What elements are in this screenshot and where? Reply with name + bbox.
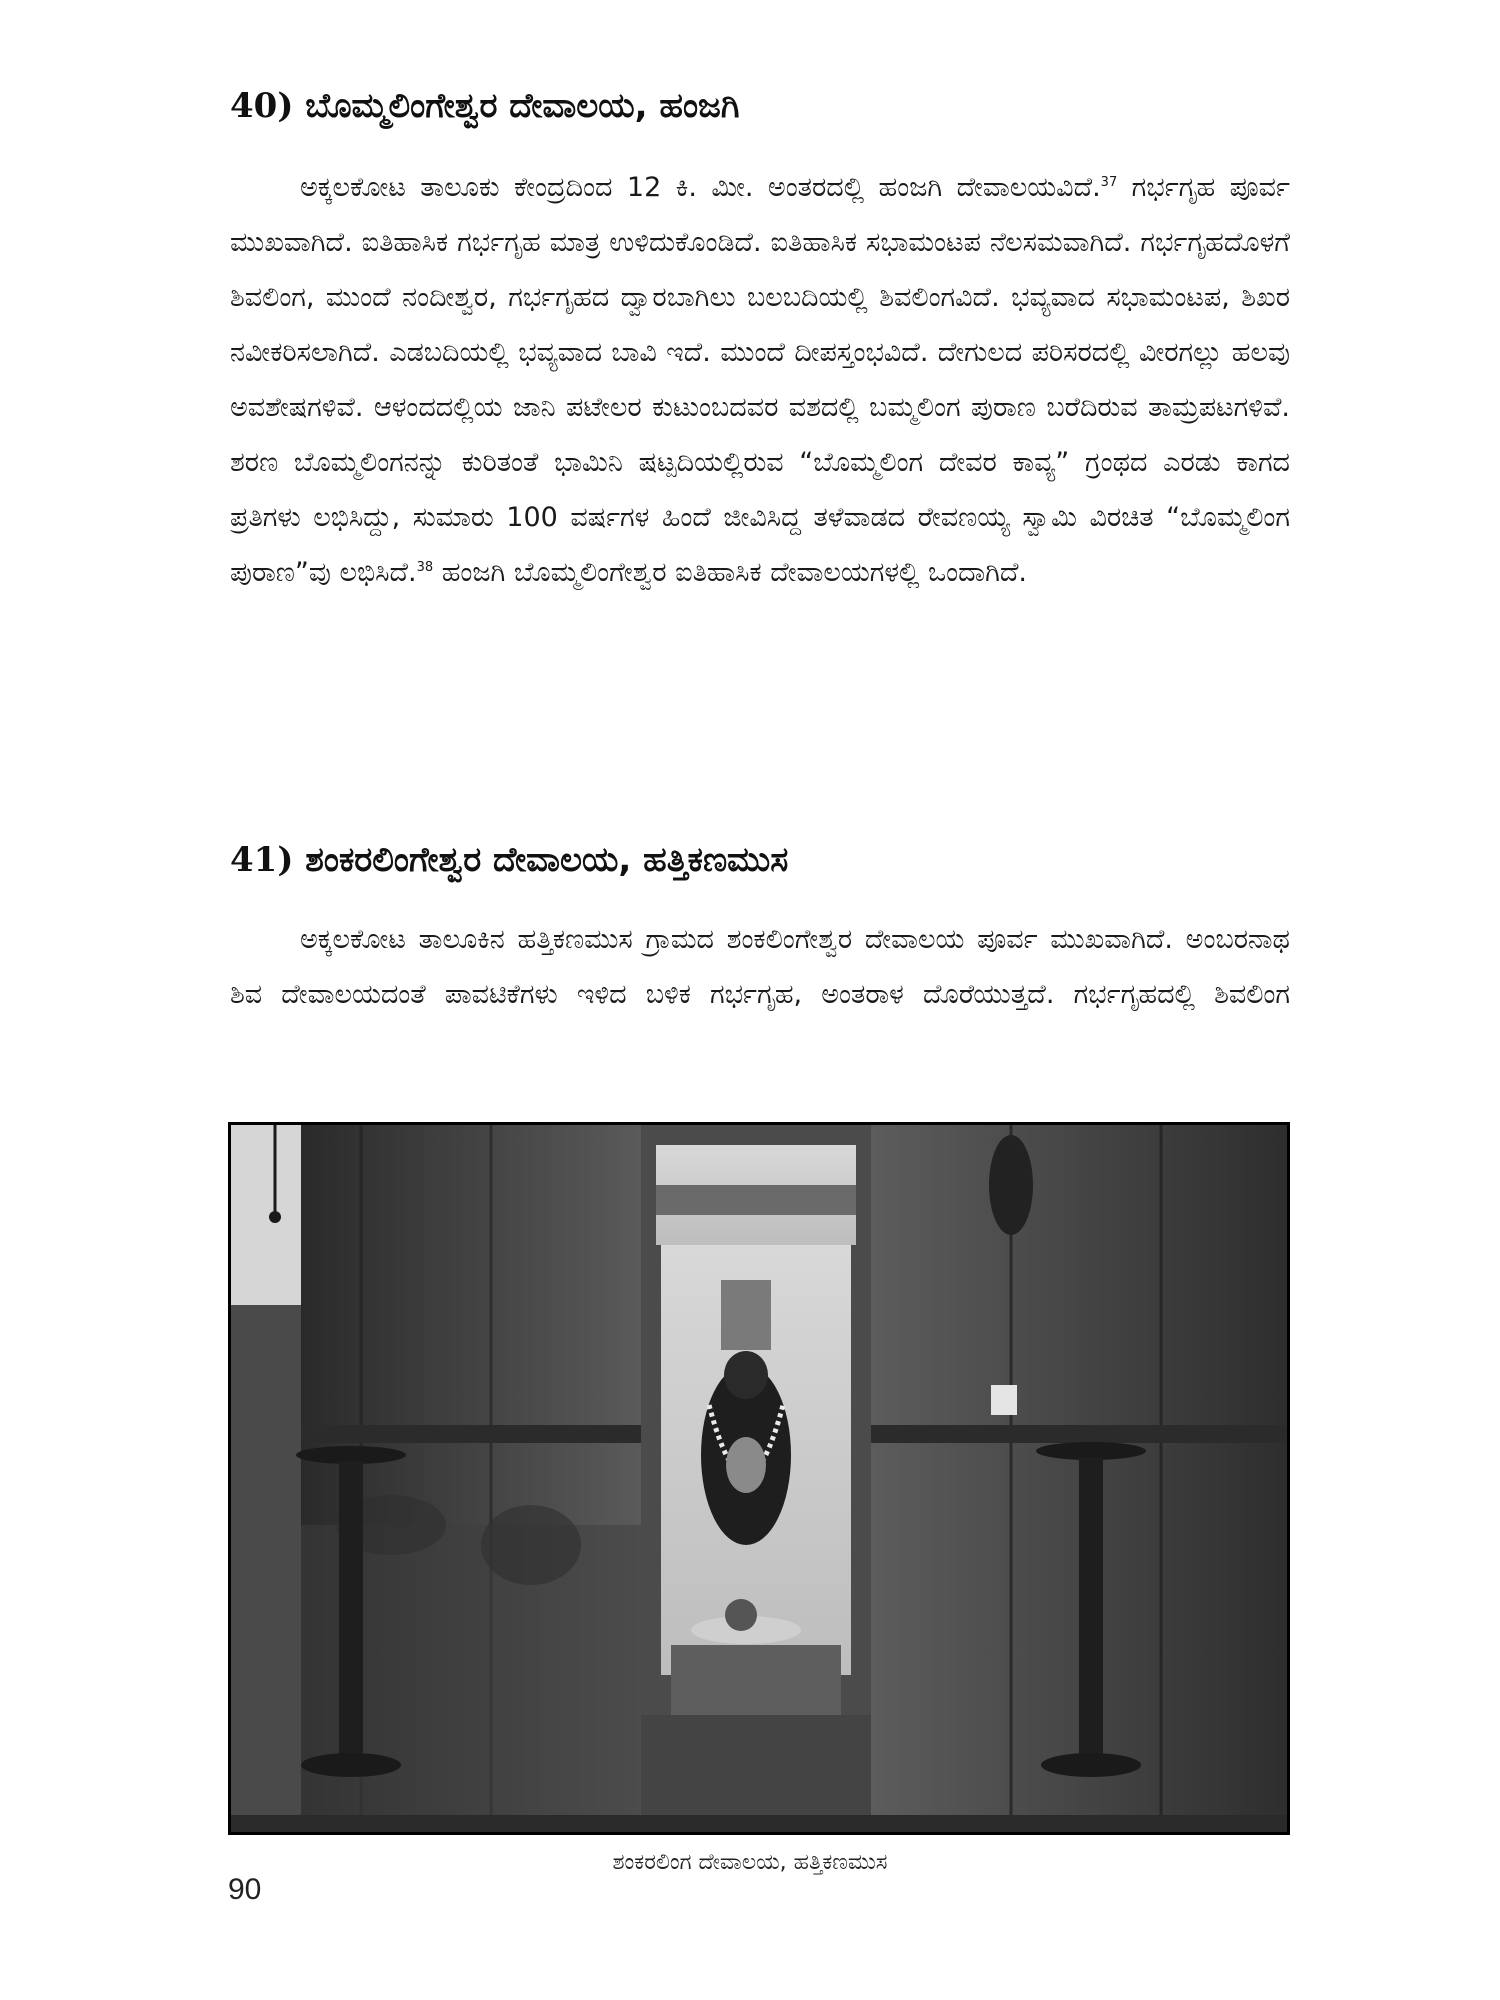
page-number: 90 xyxy=(228,1873,262,1906)
section-40-paragraph xyxy=(230,160,1290,600)
section-40-text-c: ಹಂಜಗಿ ಬೊಮ್ಮಲಿಂಗೇಶ್ವರ ಐತಿಹಾಸಿಕ ದೇವಾಲಯಗಳಲ್ಲಿ ಒಂದಾಗಿದೆ. xyxy=(433,557,1027,588)
section-40-text-b: ಗರ್ಭಗೃಹ ಪೂರ್ವ ಮುಖವಾಗಿದೆ. ಐತಿಹಾಸಿಕ ಗರ್ಭಗೃಹ ಮಾತ್ರ ಉಳಿದುಕೊಂಡಿದೆ. ಐತಿಹಾಸಿಕ ಸಭಾಮಂಟಪ ನೆಲಸಮವಾಗಿದೆ. ಗರ್ಭಗೃಹದೊಳಗೆ ಶಿವಲಿಂಗ, ಮುಂದೆ ನಂದೀಶ್ವರ, ಗರ್ಭಗೃಹದ ದ್ವಾರಬಾಗಿಲು ಬಲಬದಿಯಲ್ಲಿ ಶಿವಲಿಂಗವಿದೆ. ಭವ್ಯವಾದ ಸಭಾಮಂಟಪ, ಶಿಖರ ನವೀಕರಿಸಲಾಗಿದೆ. ಎಡಬದಿಯಲ್ಲಿ ಭವ್ಯವಾದ ಬಾವಿ ಇದೆ. ಮುಂದೆ ದೀಪಸ್ತಂಭವಿದೆ. ದೇಗುಲದ ಪರಿಸರದಲ್ಲಿ ವೀರಗಲ್ಲು ಹಲವು ಅವಶೇಷಗಳಿವೆ. ಆಳಂದದಲ್ಲಿಯ ಜಾನಿ ಪಟೇಲರ ಕುಟುಂಬದವರ ವಶದಲ್ಲಿ ಬಮ್ಮಲಿಂಗ ಪುರಾಣ ಬರೆದಿರುವ ತಾಮ್ರಪಟಗಳಿವೆ. ಶರಣ ಬೊಮ್ಮಲಿಂಗನನ್ನು ಕುರಿತಂತೆ ಭಾಮಿನಿ ಷಟ್ಪದಿಯಲ್ಲಿರುವ “ಬೊಮ್ಮಲಿಂಗ ದೇವರ ಕಾವ್ಯ” ಗ್ರಂಥದ ಎರಡು ಕಾಗದ ಪ್ರತಿಗಳು ಲಭಿಸಿದ್ದು, ಸುಮಾರು 100 ವರ್ಷಗಳ ಹಿಂದೆ ಜೀವಿಸಿದ್ದ ತಳೆವಾಡದ ರೇವಣಯ್ಯ ಸ್ವಾಮಿ ವಿರಚಿತ “ಬೊಮ್ಮಲಿಂಗ ಪುರಾಣ”ವು ಲಭಿಸಿದೆ. xyxy=(230,172,1290,588)
temple-photograph xyxy=(228,1122,1290,1835)
section-41-paragraph xyxy=(230,912,1290,1022)
section-40-heading xyxy=(230,86,740,126)
section-40-text-a: ಅಕ್ಕಲಕೋಟ ತಾಲೂಕು ಕೇಂದ್ರದಿಂದ 12 ಕಿ. ಮೀ. ಅಂತರದಲ್ಲಿ ಹಂಜಗಿ ದೇವಾಲಯವಿದೆ. xyxy=(300,172,1101,203)
section-41-title: ಶಂಕರಲಿಂಗೇಶ್ವರ ದೇವಾಲಯ, ಹತ್ತಿಕಣಮುಸ xyxy=(305,840,789,880)
hanging-bag xyxy=(989,1135,1033,1235)
figure-caption: ಶಂಕರಲಿಂಗ ದೇವಾಲಯ, ಹತ್ತಿಕಣಮುಸ xyxy=(612,1850,888,1875)
framed-picture xyxy=(721,1280,771,1350)
altar-step xyxy=(671,1645,841,1715)
section-40-title: ಬೊಮ್ಮಲಿಂಗೇಶ್ವರ ದೇವಾಲಯ, ಹಂಜಗಿ xyxy=(305,86,740,126)
footnote-ref-37: 37 xyxy=(1100,175,1118,190)
section-41-heading xyxy=(230,840,788,880)
right-lamp-stand xyxy=(1079,1457,1103,1761)
left-lamp-stand xyxy=(339,1461,363,1761)
section-41-text: ಅಕ್ಕಲಕೋಟ ತಾಲೂಕಿನ ಹತ್ತಿಕಣಮುಸ ಗ್ರಾಮದ ಶಂಕಲಿಂಗೇಶ್ವರ ದೇವಾಲಯ ಪೂರ್ವ ಮುಖವಾಗಿದೆ. ಅಂಬರನಾಥ ಶಿವ ದೇವಾಲಯದಂತೆ ಪಾವಟಿಕೆಗಳು ಇಳಿದ ಬಳಿಕ ಗರ್ಭಗೃಹ, ಅಂತರಾಳ ದೊರೆಯುತ್ತದೆ. ಗರ್ಭಗೃಹದಲ್ಲಿ ಶಿವಲಿಂಗ xyxy=(230,924,1290,1010)
temple-photo-illustration xyxy=(231,1125,1287,1832)
footnote-ref-38: 38 xyxy=(416,560,434,575)
section-41-number: 41) xyxy=(230,840,294,880)
section-40-number: 40) xyxy=(230,86,294,126)
